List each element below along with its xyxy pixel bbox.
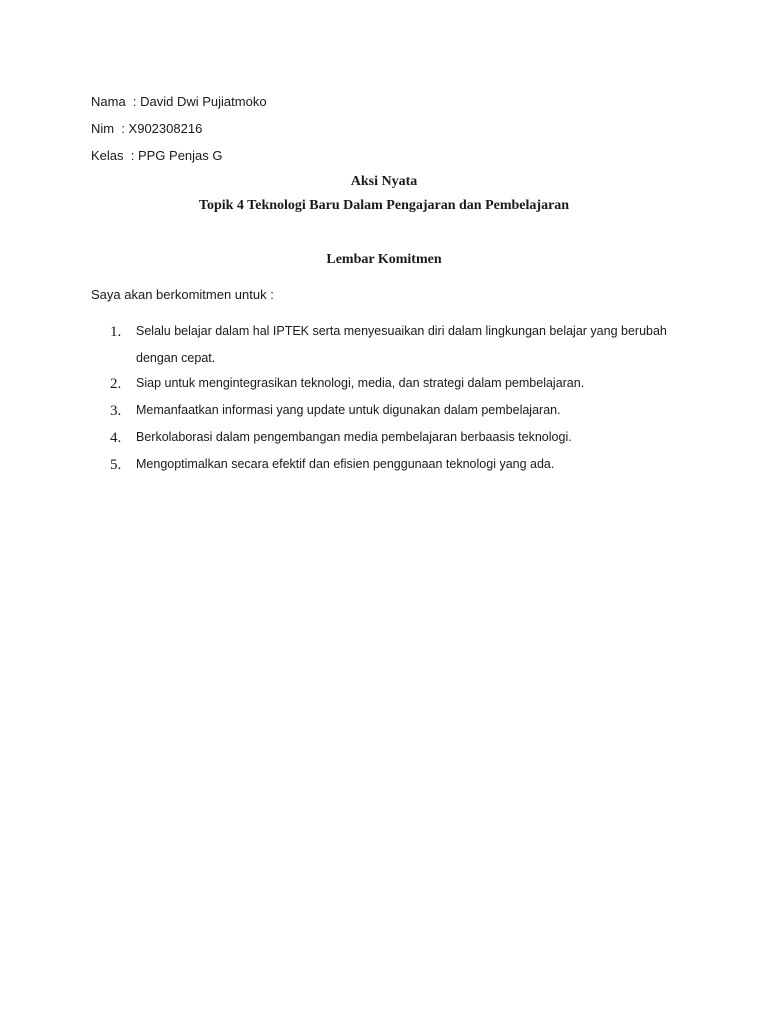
- student-nim: Nim : X902308216: [91, 121, 203, 136]
- list-number: 5.: [110, 457, 122, 473]
- document-title: Aksi Nyata: [350, 174, 418, 189]
- commitment-intro: Saya akan berkomitmen untuk :: [91, 287, 274, 302]
- document-subtitle: Topik 4 Teknologi Baru Dalam Pengajaran dan Pembelajaran: [198, 198, 570, 213]
- list-number: 2.: [110, 376, 122, 392]
- list-text: Selalu belajar dalam hal IPTEK serta menyesuaikan diri dalam lingkungan belajar yang berubah dengan cepat.: [136, 324, 667, 365]
- student-class: Kelas : PPG Penjas G: [91, 148, 223, 163]
- list-number: 1.: [110, 324, 122, 340]
- list-number: 4.: [110, 430, 122, 446]
- student-name: Nama : David Dwi Pujiatmoko: [91, 94, 267, 109]
- list-text: Memanfaatkan informasi yang update untuk digunakan dalam pembelajaran.: [136, 403, 561, 417]
- list-text: Mengoptimalkan secara efektif dan efisien penggunaan teknologi yang ada.: [136, 457, 555, 471]
- list-text: Berkolaborasi dalam pengembangan media pembelajaran berbaasis teknologi.: [136, 430, 572, 444]
- list-text: Siap untuk mengintegrasikan teknologi, media, dan strategi dalam pembelajaran.: [136, 376, 585, 390]
- list-number: 3.: [110, 403, 122, 419]
- section-heading: Lembar Komitmen: [326, 252, 442, 267]
